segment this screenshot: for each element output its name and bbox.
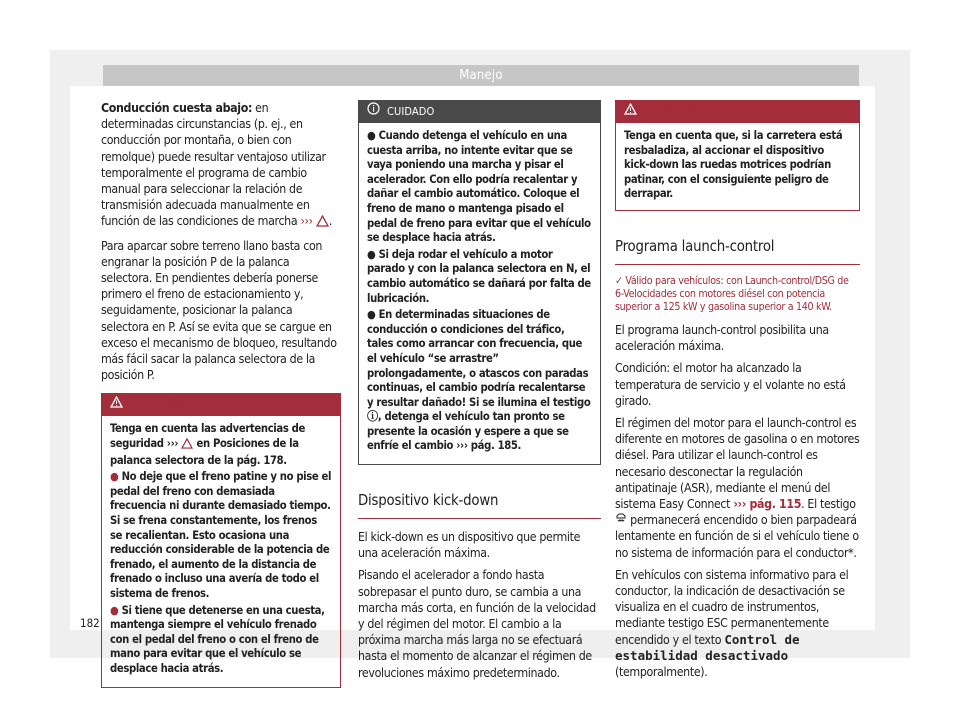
checkmark-icon: ✓ — [615, 274, 626, 287]
caution-title: CUIDADO — [387, 105, 435, 118]
warning-item: ● No deje que el freno patine y no pise el pedal del freno con demasiada frecuencia ni durante demasiado tiempo. Si se frena constantemente, los frenos se recalientan. Esto ocasiona una reducción considerable de la potencia de frenado, el aumento de la distancia de frenado o incluso una avería de todo el sistema de frenos. — [110, 470, 332, 600]
section-title-launch-control: Programa launch-control — [615, 237, 860, 265]
page-reference[interactable]: ››› pág. 115 — [733, 497, 802, 511]
column-3 — [615, 100, 860, 686]
kickdown-paragraph-2: Pisando el acelerador a fondo hasta sobrepasar el punto duro, se cambia a una marcha más corta, en función de la velocidad y del régimen del motor. El cambio a la próxima marcha más larga no se efectuará hasta el momento de alcanzar el régimen de revoluciones máximo predeterminado. — [358, 568, 596, 680]
warning-intro: Tenga en cuenta las advertencias de seguridad ››› en Posiciones de la palanca selectora de la pág. 178. — [110, 422, 305, 467]
section-title-kickdown: Dispositivo kick-down — [358, 491, 601, 519]
caution-item: ● Cuando detenga el vehículo en una cuesta arriba, no intente evitar que se vaya poniendo una marcha y pisar el acelerador. Con ello podría recalentar y dañar el cambio automático. Coloque el freno de mano o mantenga pisado el pedal de freno para evitar que el vehículo se desplace hacia atrás. — [367, 129, 591, 245]
caution-item: ● En determinadas situaciones de conducción o condiciones del tráfico, tales como arrancar con frecuencia, que el vehículo “se arrastre” prolongadamente, o atascos con paradas continuas, el cambio podría recalentarse y resultar dañado! Si se ilumina el testigo ⓘ, detenga el vehículo tan pronto se presente la ocasión y espere a que se enfríe el cambio ››› pág. 185. — [367, 308, 591, 453]
warning-body — [102, 416, 340, 686]
caution-item: ● Si deja rodar el vehículo a motor parado y con la palanca selectora en N, el cambio automático se dañará por falta de lubricación. — [367, 247, 591, 305]
warning-item: ● Si tiene que detenerse en una cuesta, mantenga siempre el vehículo frenado con el pedal del freno o con el freno de mano para evitar que el vehículo se desplace hacia atrás. — [110, 603, 325, 675]
launch-paragraph-4: En vehículos con sistema informativo para el conductor, la indicación de desactivación se visualiza en el cuadro de instrumentos, mediante testigo ESC permanentemente encendido y el texto Control de estabilidad desactivado (temporalmente). — [615, 567, 849, 680]
caution-header — [359, 101, 600, 123]
esc-warning-light-icon — [615, 513, 627, 527]
warning-triangle-icon — [316, 215, 329, 231]
warning-icon — [624, 101, 644, 123]
chapter-header: Manejo — [103, 65, 859, 86]
reference-arrows: ››› — [297, 214, 316, 229]
warning-title: ATENCIÓN — [130, 398, 182, 412]
warning-box — [101, 393, 341, 687]
caution-body — [359, 123, 600, 464]
kickdown-paragraph-1: El kick-down es un dispositivo que permite una aceleración máxima. — [358, 530, 581, 561]
display-text: Control de estabilidad desactivado — [615, 631, 800, 663]
warning-body: Tenga en cuenta que, si la carretera está resbaladiza, al accionar el dispositivo kick-down las ruedas motrices podrían patinar, con el consiguiente peligro de derrapar. — [624, 129, 843, 201]
warning-triangle-icon — [181, 438, 193, 454]
caution-box — [358, 100, 601, 465]
launch-paragraph-2: Condición: el motor ha alcanzado la temperatura de servicio y el volante no está girado. — [615, 361, 846, 408]
warning-title: ATENCIÓN — [644, 105, 696, 118]
downhill-label: Conducción cuesta abajo: — [101, 101, 253, 115]
column-1 — [101, 100, 341, 688]
launch-paragraph-1: El programa launch-control posibilita una aceleración máxima. — [615, 322, 829, 354]
downhill-paragraph: Conducción cuesta abajo: en determinadas circunstancias (p. ej., en conducción por montaña, o bien con remolque) puede resultar ventajoso utilizar temporalmente el programa de cambio manual para seleccionar la relación de transmisión adecuada manualmente en función de las condiciones de marcha ››› . — [101, 100, 341, 232]
parking-paragraph: Para aparcar sobre terreno llano basta con engranar la posición P de la palanca selectora. En pendientes debería ponerse primero el freno de estacionamiento y, seguidamente, posicionar la palanca selectora en P. Así se evita que se cargue en exceso el mecanismo de bloqueo, resultando más fácil sacar la palanca selectora de la posición P. — [101, 238, 337, 383]
column-2 — [358, 100, 601, 687]
launch-paragraph-3: El régimen del motor para el launch-control es diferente en motores de gasolina o en motores diésel. Para utilizar el launch-control es necesario desconectar la regulación antipatinaje (ASR), mediante el menú del sistema Easy Connect ››› pág. 115. El testigo permanecerá encendido o bien parpadeará lentamente en función de si el vehículo tiene o no sistema de información para el conductor*. — [615, 415, 860, 560]
warning-box-kickdown — [615, 100, 860, 211]
warning-header — [102, 394, 340, 416]
warning-header — [616, 101, 859, 123]
validity-note: ✓ Válido para vehículos: con Launch-control/DSG de 6-Velocidades con motores diésel con potencia superior a 125 kW y gasolina superior a 140 kW. — [615, 274, 849, 313]
warning-icon — [110, 394, 130, 416]
page-number: 182 — [80, 616, 100, 630]
info-icon — [367, 101, 387, 123]
